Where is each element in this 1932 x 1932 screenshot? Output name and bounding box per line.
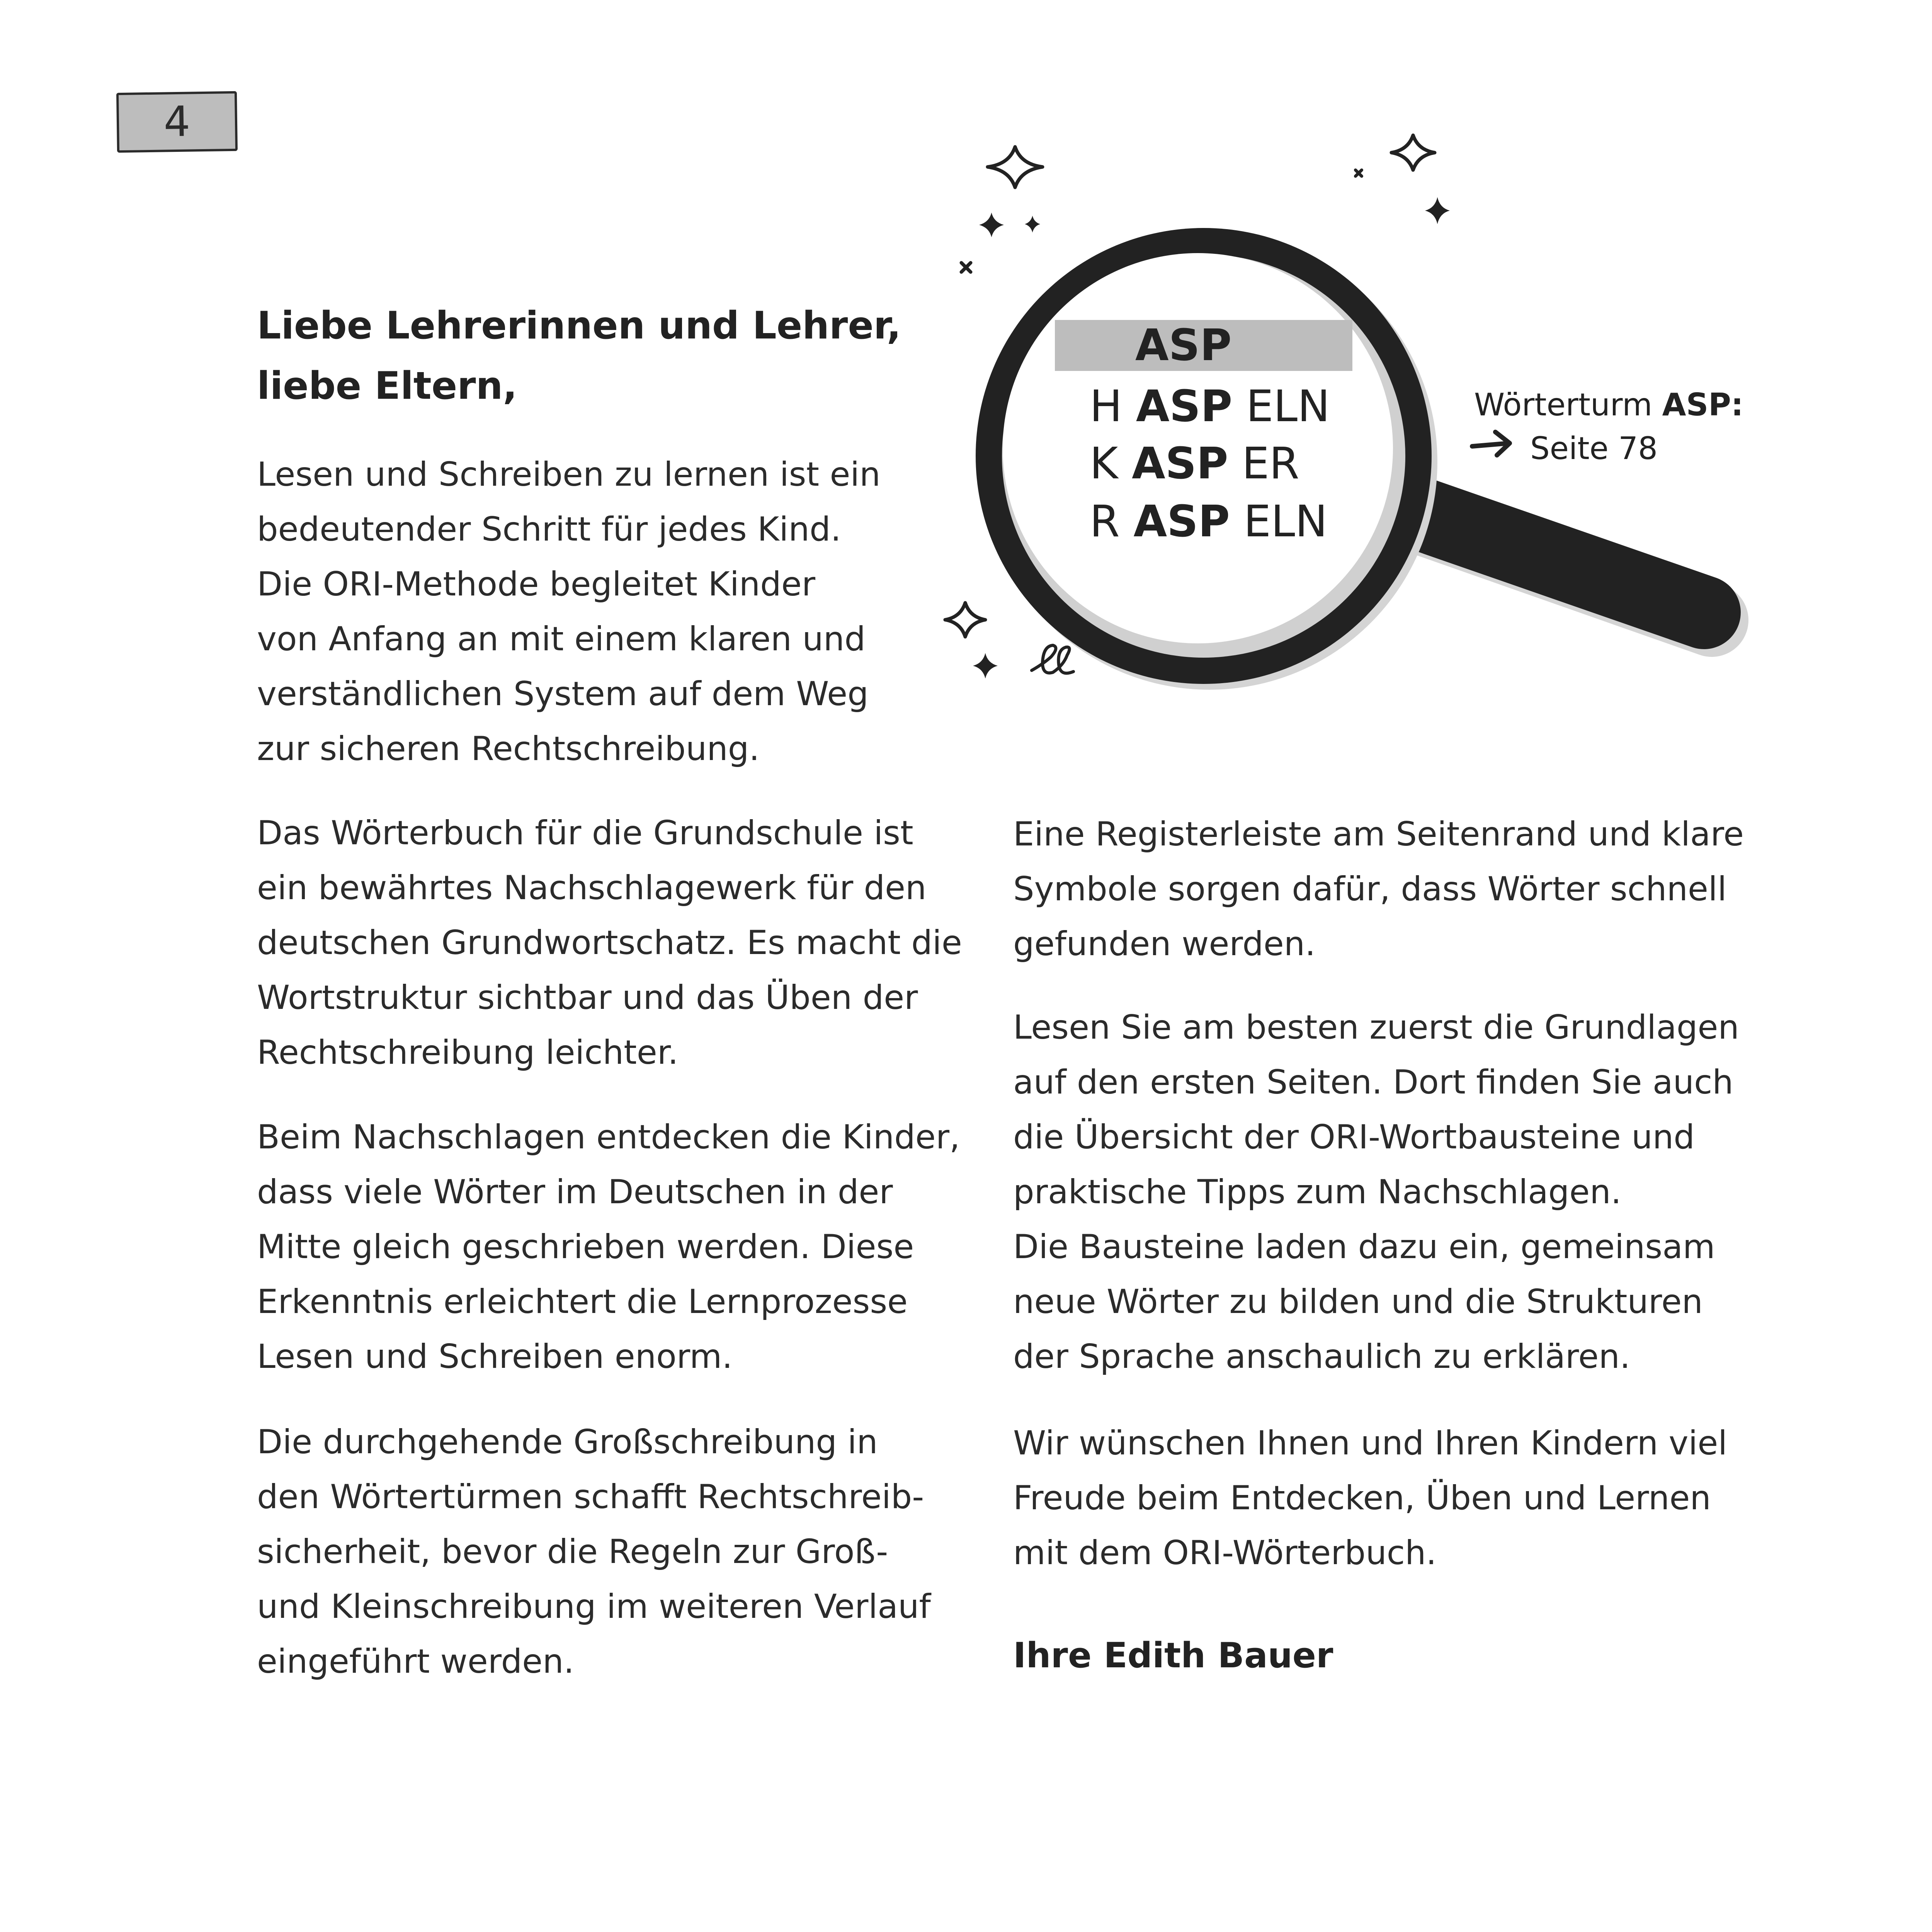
row-prefix: K	[1090, 439, 1118, 489]
row-prefix: R	[1090, 497, 1120, 547]
tower-label	[1474, 387, 1743, 423]
intro-paragraph	[257, 447, 881, 776]
text-line: Die ORI-Methode begleitet Kinder	[257, 565, 816, 604]
text-line: den Wörtertürmen schafft Rechtschreib-	[257, 1478, 924, 1516]
text-line: Symbole sorgen dafür, dass Wörter schnell	[1013, 870, 1727, 908]
sparkle-outline-icon	[1391, 135, 1435, 170]
row-stem: ASP	[1133, 497, 1230, 547]
right-paragraph-3	[1013, 1416, 1727, 1580]
sparkle-filled-icon	[973, 653, 998, 679]
word-row-2	[1090, 439, 1299, 489]
cross-sparkle-icon	[1355, 170, 1362, 176]
right-paragraph-1	[1013, 807, 1744, 971]
text-line: ein bewährtes Nachschlagewerk für den	[257, 869, 927, 907]
text-line: Rechtschreibung leichter.	[257, 1033, 679, 1072]
text-line: Wir wünschen Ihnen und Ihren Kindern viel	[1013, 1424, 1728, 1463]
text-line: sicherheit, bevor die Regeln zur Groß-	[257, 1532, 888, 1571]
text-line: die Übersicht der ORI-Wortbausteine und	[1013, 1118, 1695, 1156]
text-line: der Sprache anschaulich zu erklären.	[1013, 1337, 1631, 1376]
swirl-doodle-icon	[1032, 645, 1073, 673]
sparkle-filled-icon	[979, 213, 1004, 237]
text-line: Lesen und Schreiben enorm.	[257, 1337, 733, 1376]
arrow-right-icon	[1472, 432, 1510, 455]
magnifier-svg	[920, 124, 1770, 711]
word-row-3	[1090, 497, 1327, 547]
lens-header: ASP	[1135, 320, 1232, 371]
text-line: Beim Nachschlagen entdecken die Kinder,	[257, 1118, 960, 1156]
text-line: eingeführt werden.	[257, 1642, 574, 1681]
left-paragraph-3	[257, 1415, 931, 1689]
right-paragraph-2	[1013, 1000, 1739, 1384]
text-line: Die durchgehende Großschreibung in	[257, 1423, 878, 1461]
row-stem: ASP	[1132, 439, 1228, 489]
text-line: auf den ersten Seiten. Dort finden Sie auch	[1013, 1063, 1733, 1102]
text-line: dass viele Wörter im Deutschen in der	[257, 1173, 893, 1211]
text-line: Lesen Sie am besten zuerst die Grundlagen	[1013, 1008, 1739, 1047]
text-line: verständlichen System auf dem Weg	[257, 675, 869, 713]
text-line: und Kleinschreibung im weiteren Verlauf	[257, 1587, 931, 1626]
greeting-line-1: Liebe Lehrerinnen und Lehrer,	[257, 304, 901, 348]
text-line: Wortstruktur sichtbar und das Üben der	[257, 978, 918, 1017]
text-line: Das Wörterbuch für die Grundschule ist	[257, 814, 913, 852]
left-paragraph-2	[257, 1110, 960, 1384]
row-suffix: ELN	[1243, 497, 1328, 547]
text-line: bedeutender Schritt für jedes Kind.	[257, 510, 841, 549]
row-prefix: H	[1090, 381, 1122, 432]
tower-label-stem: ASP:	[1662, 387, 1743, 423]
row-suffix: ELN	[1246, 381, 1330, 432]
row-stem: ASP	[1136, 381, 1233, 432]
sparkle-outline-icon	[988, 147, 1043, 187]
text-line: praktische Tipps zum Nachschlagen.	[1013, 1173, 1622, 1211]
handle	[1393, 504, 1704, 612]
greeting-heading	[257, 296, 901, 416]
text-line: Die Bausteine laden dazu ein, gemeinsam	[1013, 1228, 1715, 1266]
text-line: Freude beim Entdecken, Üben und Lernen	[1013, 1479, 1711, 1517]
greeting-line-2: liebe Eltern,	[257, 364, 517, 408]
row-suffix: ER	[1242, 439, 1299, 489]
text-line: neue Wörter zu bilden und die Strukturen	[1013, 1282, 1703, 1321]
text-line: Eine Registerleiste am Seitenrand und klare	[1013, 815, 1744, 854]
page-number-tab	[116, 91, 238, 153]
text-line: Lesen und Schreiben zu lernen ist ein	[257, 455, 881, 494]
text-line: von Anfang an mit einem klaren und	[257, 620, 866, 658]
page-number: 4	[163, 97, 191, 146]
text-line: mit dem ORI-Wörterbuch.	[1013, 1534, 1437, 1572]
text-line: zur sicheren Rechtschreibung.	[257, 730, 760, 768]
tower-label-prefix: Wörterturm	[1474, 387, 1653, 423]
signature: Ihre Edith Bauer	[1013, 1635, 1333, 1676]
sparkle-filled-icon	[1425, 197, 1450, 224]
sparkle-filled-icon	[1025, 216, 1040, 233]
tower-page-ref: Seite 78	[1530, 430, 1658, 466]
text-line: Erkenntnis erleichtert die Lernprozesse	[257, 1282, 908, 1321]
cross-sparkle-icon	[961, 263, 971, 272]
word-row-1	[1090, 381, 1330, 432]
magnifier-illustration	[920, 124, 1770, 711]
sparkle-outline-icon	[945, 603, 985, 637]
text-line: gefunden werden.	[1013, 925, 1316, 963]
text-line: deutschen Grundwortschatz. Es macht die	[257, 923, 962, 962]
left-paragraph-1	[257, 806, 962, 1080]
text-line: Mitte gleich geschrieben werden. Diese	[257, 1228, 914, 1266]
